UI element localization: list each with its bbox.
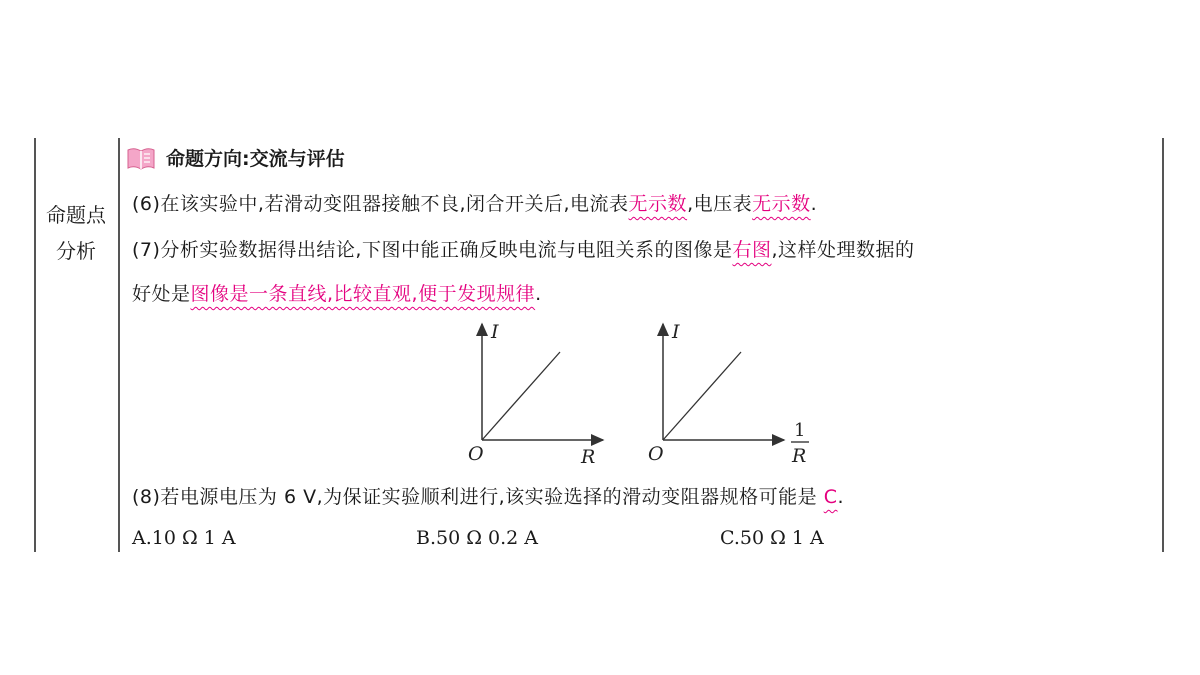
option-b: B.50 Ω 0.2 A bbox=[416, 527, 538, 549]
q6-period: . bbox=[810, 193, 818, 215]
column-divider bbox=[118, 138, 120, 552]
q7-period: . bbox=[535, 283, 542, 305]
side-label-line2: 分析 bbox=[56, 239, 96, 263]
q6-text-mid: ,电压表 bbox=[687, 193, 753, 215]
q7-text: (7)分析实验数据得出结论,下图中能正确反映电流与电阻关系的图像是 bbox=[132, 239, 733, 261]
q7-answer-2: 图像是一条直线,比较直观,便于发现规律 bbox=[190, 283, 536, 305]
book-icon bbox=[126, 146, 156, 170]
q6-text: (6)在该实验中,若滑动变阻器接触不良,闭合开关后,电流表 bbox=[132, 193, 629, 215]
q6-answer-2: 无示数 bbox=[752, 193, 811, 215]
q8-answer: C bbox=[823, 486, 838, 508]
option-a: A.10 Ω 1 A bbox=[132, 527, 236, 549]
side-label-line1: 命题点 bbox=[46, 203, 106, 227]
option-c: C.50 Ω 1 A bbox=[720, 527, 824, 549]
q7-text-end: ,这样处理数据的 bbox=[771, 239, 915, 261]
right-border bbox=[1162, 138, 1164, 552]
x-axis-denominator: R bbox=[792, 445, 807, 467]
side-label bbox=[36, 197, 116, 269]
origin-label: O bbox=[648, 443, 664, 465]
y-axis-label: I bbox=[491, 321, 499, 343]
q6-answer-1: 无示数 bbox=[628, 193, 688, 215]
heading-text: 命题方向:交流与评估 bbox=[166, 148, 345, 170]
q7-line2-text: 好处是 bbox=[132, 283, 191, 305]
q8-period: . bbox=[837, 486, 845, 508]
question-8 bbox=[132, 482, 844, 509]
section-heading bbox=[126, 144, 345, 171]
q8-text: (8)若电源电压为 6 V,为保证实验顺利进行,该实验选择的滑动变阻器规格可能是 bbox=[132, 486, 818, 508]
graph-i-vs-r bbox=[455, 318, 625, 468]
origin-label: O bbox=[468, 443, 484, 465]
x-axis-label: R bbox=[581, 446, 596, 468]
question-7-line1 bbox=[132, 235, 915, 262]
question-7-line2 bbox=[132, 279, 542, 306]
graph-line bbox=[482, 352, 560, 440]
q7-answer-1: 右图 bbox=[732, 239, 772, 261]
question-6 bbox=[132, 189, 817, 216]
x-axis-numerator: 1 bbox=[794, 420, 806, 441]
graph-line bbox=[663, 352, 741, 440]
graph-i-vs-inverse-r bbox=[636, 318, 826, 470]
y-axis-label: I bbox=[672, 321, 680, 343]
